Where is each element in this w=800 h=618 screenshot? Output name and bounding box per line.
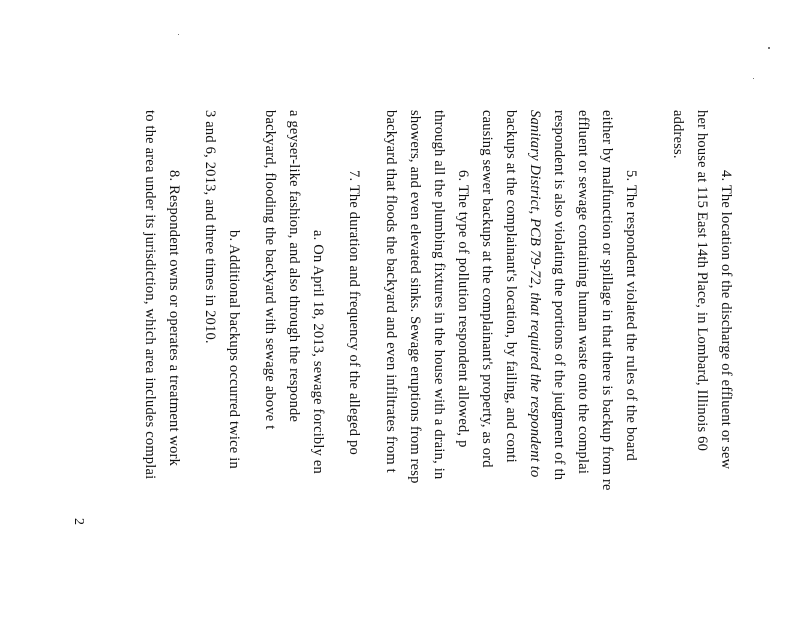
text-line: backups at the complainant's location, by failing, and conti: [503, 110, 519, 463]
text-line: effluent or sewage containing human waste onto the complai: [575, 110, 591, 475]
scan-speck: [753, 78, 754, 79]
text-line: 6. The type of pollution respondent allowed, p: [455, 170, 471, 448]
scan-speck: [178, 34, 179, 35]
text-line: her house at 115 East 14th Place, in Lombard, Illinois 60: [694, 110, 710, 452]
text-line: through all the plumbing fixtures in the house with a drain, in: [431, 110, 447, 480]
text-line: causing sewer backups at the complainant's property, as ord: [479, 110, 495, 468]
text-line: a geyser-like fashion, and also through the responde: [286, 110, 302, 423]
text-line: 8. Respondent owns or operates a treatment work: [166, 170, 182, 467]
text-line: either by malfunction or spillage in that there is backup from re: [599, 110, 615, 491]
text-line: address.: [670, 110, 686, 159]
text-line: a. On April 18, 2013, sewage forcibly en: [310, 230, 326, 474]
text-line: to the area under its jurisdiction, which area includes complai: [142, 110, 158, 480]
text-line: showers, and even elevated sinks. Sewage eruptions from resp: [407, 110, 423, 484]
text-line: respondent is also violating the portions of the judgment of th: [551, 110, 567, 481]
text-line: backyard that floods the backyard and even infiltrates from t: [383, 110, 399, 473]
text-line: 3 and 6, 2013, and three times in 2010.: [202, 110, 218, 344]
text-line: 5. The respondent violated the rules of the board: [623, 170, 639, 461]
page-number: 2: [71, 518, 86, 525]
text-line: backyard, flooding the backyard with sewage above t: [262, 110, 278, 430]
scan-speck: [768, 47, 770, 49]
text-line: Sanitary District, PCB 79-72, that required the respondent to: [527, 110, 543, 478]
text-line: 4. The location of the discharge of effluent or sew: [718, 170, 734, 470]
text-line: b. Additional backups occurred twice in: [226, 230, 242, 469]
text-line: 7. The duration and frequency of the alleged po: [346, 170, 362, 455]
